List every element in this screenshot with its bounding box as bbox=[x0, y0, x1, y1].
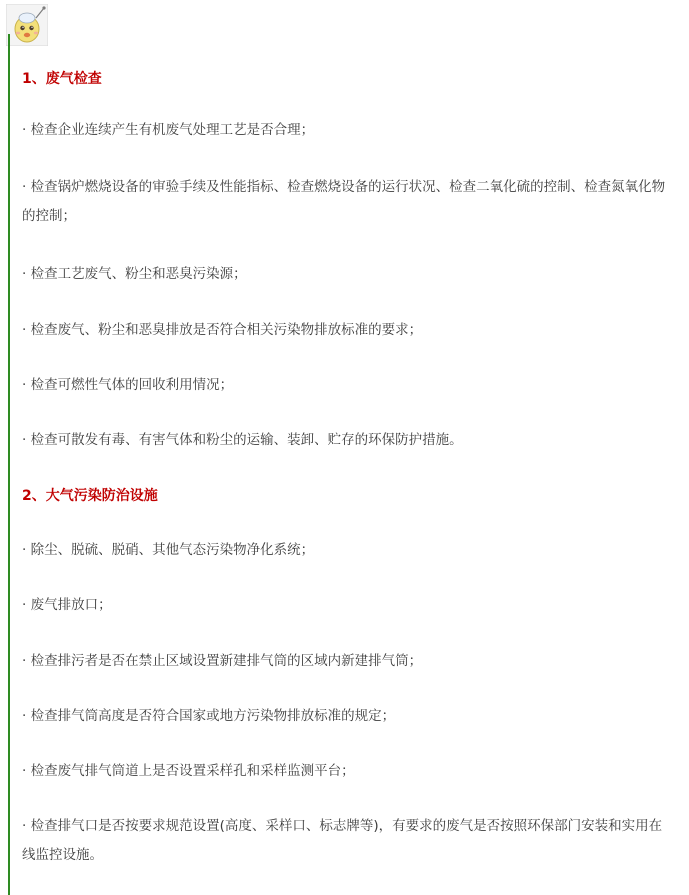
list-item: · 检查可燃性气体的回收利用情况； bbox=[22, 377, 234, 393]
left-border-line bbox=[8, 34, 10, 895]
list-item: · 除尘、脱硫、脱硝、其他气态污染物净化系统； bbox=[22, 542, 315, 558]
list-item: · 检查可散发有毒、有害气体和粉尘的运输、装卸、贮存的环保防护措施。 bbox=[22, 432, 463, 448]
section-heading-air-pollution-facilities: 2、大气污染防治设施 bbox=[22, 488, 158, 504]
list-item: · 废气排放口； bbox=[22, 597, 112, 613]
list-item: · 检查排污者是否在禁止区域设置新建排气筒的区域内新建排气筒； bbox=[22, 653, 423, 669]
section-heading-exhaust-inspection: 1、废气检查 bbox=[22, 71, 102, 87]
list-item: · 检查锅炉燃烧设备的审验手续及性能指标、检查燃烧设备的运行状况、检查二氧化硫的控制、检查氮氧化物的控制； bbox=[22, 179, 666, 224]
mascot-icon bbox=[6, 4, 48, 46]
list-item: · 检查工艺废气、粉尘和恶臭污染源； bbox=[22, 266, 247, 282]
list-item: · 检查企业连续产生有机废气处理工艺是否合理； bbox=[22, 122, 315, 138]
list-item: · 检查废气排气筒道上是否设置采样孔和采样监测平台； bbox=[22, 763, 355, 779]
list-item: · 检查排气筒高度是否符合国家或地方污染物排放标准的规定； bbox=[22, 708, 396, 724]
list-item: · 检查排气口是否按要求规范设置(高度、采样口、标志牌等)，有要求的废气是否按照环保部门安装和实用在线监控设施。 bbox=[22, 818, 663, 863]
list-item: · 检查废气、粉尘和恶臭排放是否符合相关污染物排放标准的要求； bbox=[22, 322, 423, 338]
